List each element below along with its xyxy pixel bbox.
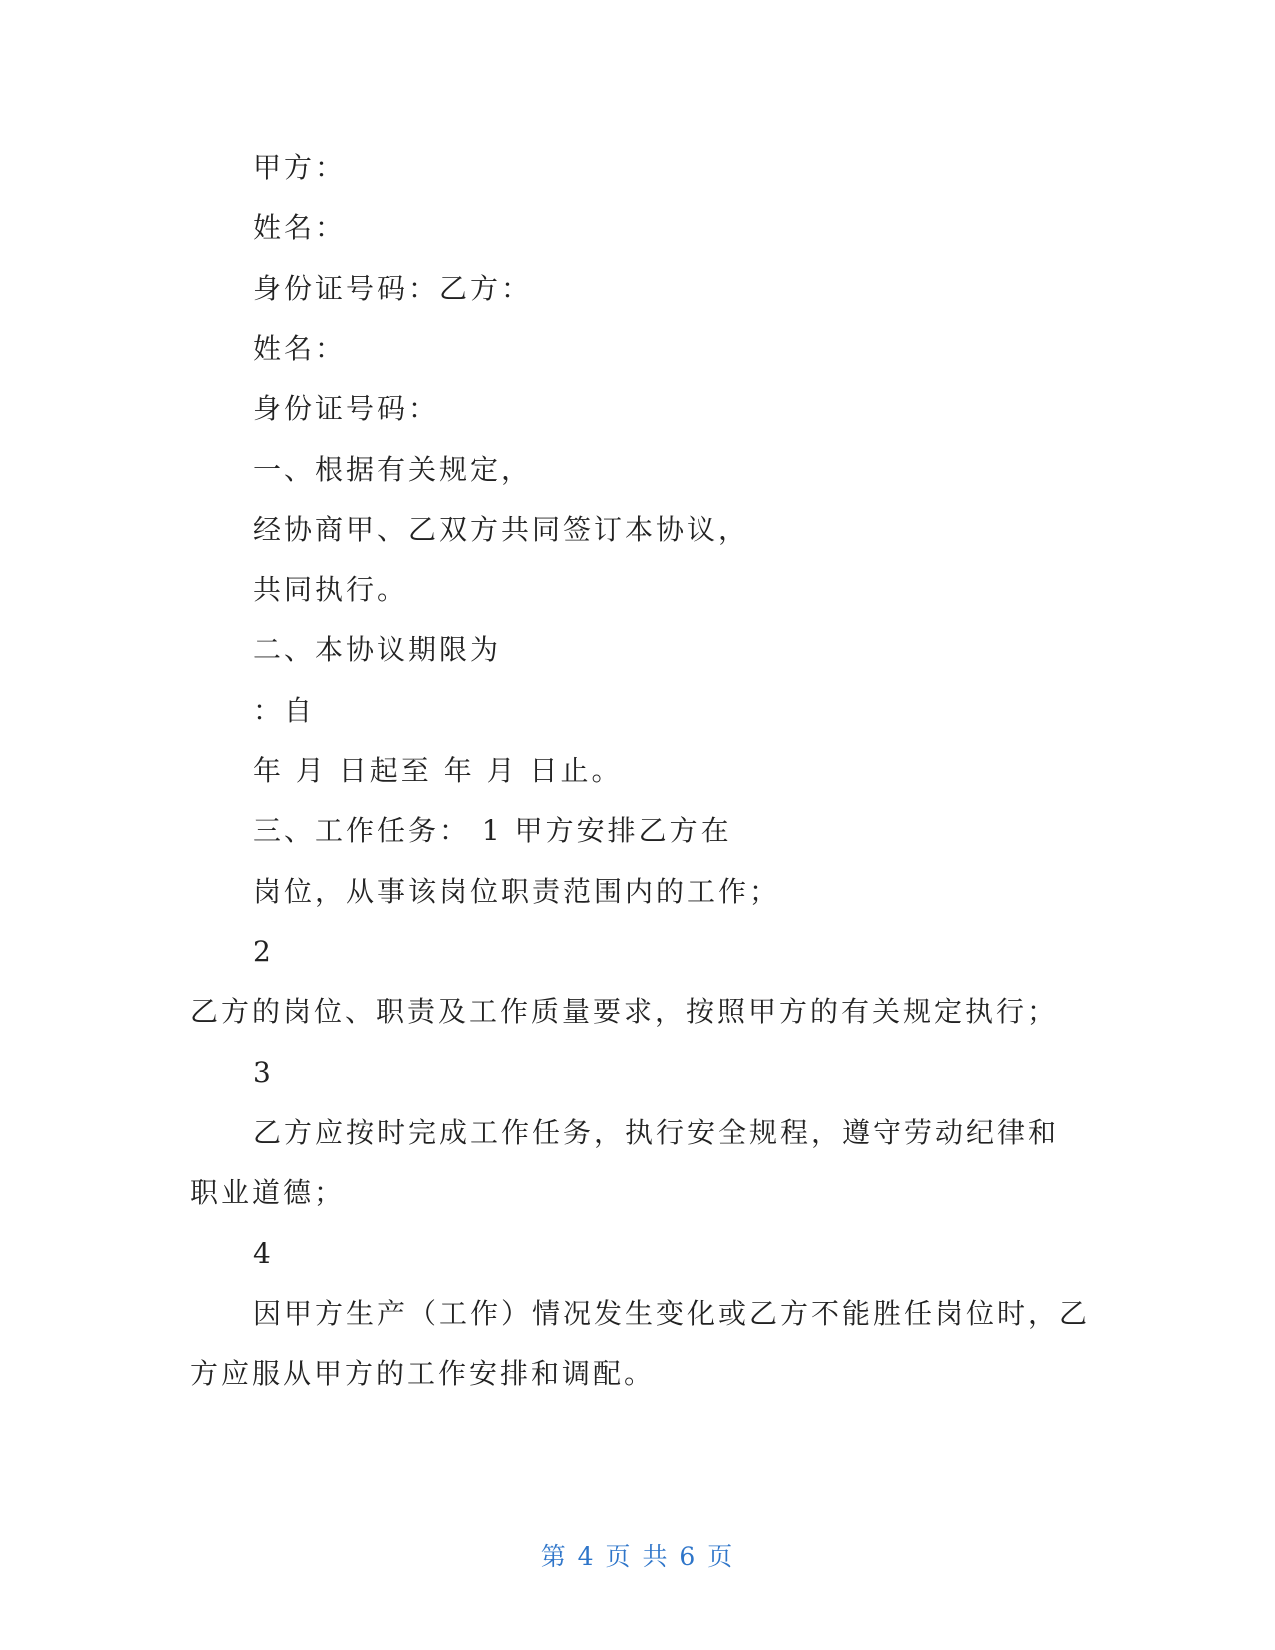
party-a-id-party-b-label: 身份证号码：乙方： <box>253 272 533 305</box>
item-number-4: 4 <box>253 1237 271 1270</box>
clause-1-line-2: 经协商甲、乙双方共同签订本协议， <box>253 513 750 546</box>
clause-3-item-1-cont: 岗位，从事该岗位职责范围内的工作； <box>253 875 781 908</box>
party-b-name-label: 姓名： <box>253 332 347 365</box>
clause-3-item-2: 乙方的岗位、职责及工作质量要求，按照甲方的有关规定执行； <box>190 995 1059 1028</box>
item-number-3: 3 <box>253 1056 271 1089</box>
item-number-2: 2 <box>253 935 271 968</box>
clause-3-heading: 三、工作任务： 1 甲方安排乙方在 <box>253 814 732 847</box>
clause-3-item-4-cont: 方应服从甲方的工作安排和调配。 <box>190 1357 656 1390</box>
clause-3-item-3-cont: 职业道德； <box>190 1176 346 1209</box>
clause-2-date-range: 年 月 日起至 年 月 日止。 <box>253 754 623 787</box>
party-a-name-label: 姓名： <box>253 211 347 244</box>
clause-1-heading: 一、根据有关规定， <box>253 453 533 486</box>
page-number-footer: 第 4 页 共 6 页 <box>540 1542 735 1571</box>
clause-3-item-4: 因甲方生产（工作）情况发生变化或乙方不能胜任岗位时，乙 <box>253 1297 1091 1330</box>
party-b-id-label: 身份证号码： <box>253 392 440 425</box>
clause-2-from: ：自 <box>253 694 316 727</box>
party-a-label: 甲方： <box>253 151 347 184</box>
clause-2-heading: 二、本协议期限为 <box>253 633 502 666</box>
clause-3-item-3: 乙方应按时完成工作任务，执行安全规程，遵守劳动纪律和 <box>253 1116 1060 1149</box>
clause-1-line-3: 共同执行。 <box>253 573 409 606</box>
